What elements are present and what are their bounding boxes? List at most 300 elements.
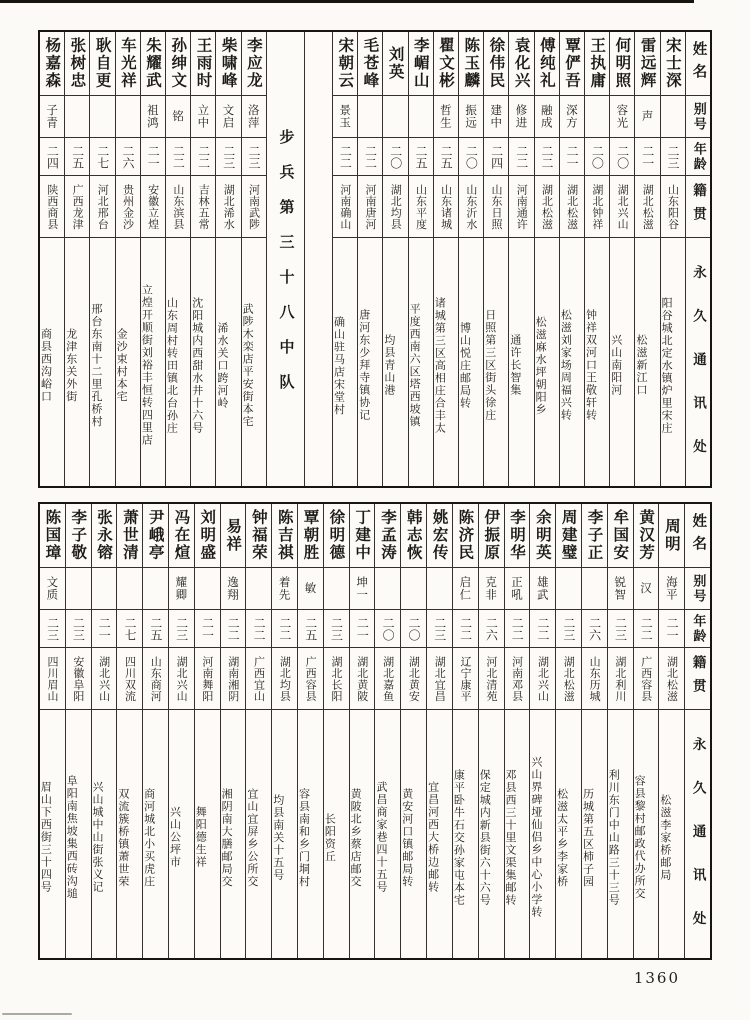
person-column [609,32,634,486]
alias-cell [333,96,357,138]
native-text: 湖北松滋 [562,655,576,702]
native-cell [635,176,659,238]
age-cell [117,610,142,648]
address-text: 阳谷城北定水镇炉里宋庄 [660,296,674,435]
address-text: 浠水关口跨河岭 [216,321,229,410]
native-text: 广西容县 [639,655,653,702]
address-text: 邓县西三十里文渠集邮转 [504,768,518,907]
name-text: 覃俨吾 [563,37,582,90]
address-text: 松滋太平乡李家桥 [556,787,569,888]
native-text: 湖北松滋 [565,183,579,230]
person-column [64,32,89,486]
alias-cell [659,568,684,610]
native-cell [375,648,400,710]
person-column [426,504,452,958]
age-text: 二五 [439,144,454,169]
alias-text: 铭 [171,110,186,123]
age-text: 二二 [639,616,654,641]
native-cell [634,648,659,710]
person-column [658,504,684,958]
person-column [323,504,349,958]
age-cell [659,610,684,648]
native-cell [434,176,458,238]
person-column [40,504,65,958]
address-cell [479,710,504,958]
alias-cell [505,568,530,610]
name-cell [635,32,659,96]
age-cell [65,138,89,176]
age-cell [350,610,375,648]
address-text: 商县西沟峪口 [39,328,53,403]
address-cell [661,238,685,486]
native-text: 湖北松滋 [641,183,655,230]
name-text: 李嵋山 [411,37,430,90]
header-address-text: 永久通讯处 [689,265,706,483]
header-native-text: 籍贯 [689,183,706,230]
name-text: 姚宏传 [430,509,449,562]
age-text: 二三 [561,616,576,641]
person-column [271,504,297,958]
native-cell [585,176,609,238]
age-cell [40,138,64,176]
address-cell [484,238,508,486]
alias-text: 修进 [514,104,529,129]
person-column [559,32,584,486]
person-column [297,504,323,958]
person-column [357,32,382,486]
person-column [194,504,220,958]
address-text: 博山悦庄邮局转 [458,321,472,410]
address-text: 黄安河口镇邮局转 [401,787,414,888]
address-cell [246,710,271,958]
native-text: 广西宜山 [252,655,266,702]
age-text: 二一 [640,144,655,169]
native-text: 河北清苑 [484,655,498,702]
alias-cell [40,96,64,138]
address-text: 兴山界碑垭仙侣乡中心小学转 [530,756,543,919]
address-text: 均县青山港 [383,334,396,397]
native-cell [90,176,114,238]
unit-title-text: 步兵第三十八中队 [277,129,296,409]
roster-table-top [38,30,712,488]
native-text: 湖北兴山 [616,183,630,230]
native-text: 湖北均县 [389,183,403,230]
address-text: 兴山城中山街张义记 [91,781,105,894]
address-text: 金沙束村本宅 [115,328,129,403]
name-cell [40,32,64,96]
age-cell [484,138,508,176]
address-cell [272,710,297,958]
person-column [660,32,685,486]
name-cell [298,504,323,568]
alias-text: 景玉 [338,104,353,129]
alias-cell [216,96,240,138]
native-text: 山东沂水 [464,183,478,230]
age-cell [509,138,533,176]
native-cell [116,176,140,238]
address-cell [90,238,114,486]
name-cell [409,32,433,96]
address-cell [65,238,89,486]
alias-text: 耀卿 [174,576,189,601]
alias-cell [535,96,559,138]
age-text: 二一 [355,616,370,641]
address-cell [409,238,433,486]
native-cell [66,648,91,710]
age-text: 二二 [363,144,378,169]
name-cell [350,504,375,568]
age-cell [560,138,584,176]
unit-title-column [266,32,305,486]
header-age-text: 年龄 [690,613,706,644]
header-native-label [686,176,710,238]
native-text: 湖北黄安 [407,655,421,702]
native-cell [191,176,215,238]
name-cell [659,504,684,568]
address-text: 龙津东关外街 [65,328,78,403]
age-cell [635,138,659,176]
name-cell [459,32,483,96]
address-text: 容县黎村邮政代办所交 [633,775,647,900]
person-column [534,32,559,486]
name-text: 耿自更 [93,37,112,90]
name-text: 周建璧 [559,509,578,562]
native-text: 河南舞阳 [200,655,214,702]
alias-cell [169,568,194,610]
address-text: 日照第三区街头徐庄 [484,309,497,422]
age-text: 二一 [146,144,161,169]
alias-text: 海平 [664,576,679,601]
name-cell [117,504,142,568]
address-cell [556,710,581,958]
native-text: 河南武陟 [247,183,261,230]
header-address-label [685,710,710,958]
native-cell [556,648,581,710]
person-column [433,32,458,486]
person-column [165,32,190,486]
address-text: 舞阳德生祥 [194,806,208,869]
native-cell [383,176,407,238]
name-text: 伊振原 [482,509,501,562]
age-cell [401,610,426,648]
person-column [634,32,659,486]
name-text: 陈吉祺 [275,509,294,562]
native-text: 河南唐河 [364,183,378,230]
address-text: 松滋新江口 [635,334,648,397]
address-cell [166,238,190,486]
alias-cell [143,568,168,610]
alias-text: 洛萍 [246,104,261,129]
name-text: 柴啸峰 [219,37,238,90]
alias-cell [350,568,375,610]
address-cell [40,238,64,486]
age-cell [40,610,65,648]
alias-cell [117,568,142,610]
alias-cell [453,568,478,610]
name-cell [324,504,349,568]
name-text: 徐明德 [327,509,346,562]
address-text: 黄陂北乡蔡店邮交 [349,787,363,888]
name-cell [333,32,357,96]
name-cell [453,504,478,568]
address-text: 兴山公坪市 [168,806,182,869]
name-text: 陈济民 [456,509,475,562]
address-cell [530,710,555,958]
alias-cell [509,96,533,138]
name-text: 王执庸 [588,37,607,90]
native-text: 湖北兴山 [97,655,111,702]
name-cell [560,32,584,96]
age-text: 二二 [338,144,353,169]
header-alias-label [686,96,710,138]
age-text: 二三 [665,144,680,169]
age-text: 二〇 [615,144,630,169]
address-cell [350,710,375,958]
alias-cell [585,96,609,138]
native-cell [358,176,382,238]
person-column [168,504,194,958]
native-cell [216,176,240,238]
address-text: 容县南和乡门垌村 [298,787,311,888]
header-name-label [685,504,710,568]
native-cell [92,648,117,710]
age-cell [608,610,633,648]
age-text: 二〇 [464,144,479,169]
native-text: 安徽阜阳 [71,655,85,702]
age-text: 二六 [587,616,602,641]
age-cell [191,138,215,176]
alias-text: 容光 [615,104,630,129]
name-text: 张树忠 [68,37,87,90]
name-text: 周明 [662,518,681,553]
address-cell [535,238,559,486]
name-text: 瞿文彬 [437,37,455,90]
native-text: 湖北兴山 [175,655,189,702]
age-text: 二〇 [590,144,605,169]
address-cell [221,710,246,958]
name-text: 徐伟民 [487,37,506,90]
native-cell [333,176,357,238]
header-native-label [685,648,710,710]
age-cell [166,138,190,176]
name-cell [383,32,407,96]
native-cell [298,648,323,710]
alias-cell [530,568,555,610]
age-cell [333,138,357,176]
native-cell [479,648,504,710]
native-cell [242,176,266,238]
person-column [215,32,240,486]
address-text: 钟祥双河口王敬轩转 [584,309,598,422]
alias-cell [610,96,634,138]
address-text: 松滋李家桥邮局 [659,793,672,882]
address-cell [610,238,634,486]
alias-text: 文启 [221,104,236,129]
person-column [529,504,555,958]
name-cell [375,504,400,568]
native-text: 山东滨县 [171,183,185,230]
address-text: 兴山南阳河 [610,334,623,397]
alias-text: 融成 [539,104,554,129]
header-native-text: 籍贯 [689,655,706,702]
address-cell [635,238,659,486]
alias-cell [560,96,584,138]
age-text: 二三 [329,616,344,641]
name-text: 易祥 [224,518,243,553]
name-cell [141,32,165,96]
alias-cell [582,568,607,610]
native-cell [453,648,478,710]
name-cell [169,504,194,568]
age-cell [246,610,271,648]
native-text: 广西龙津 [71,183,85,230]
alias-text: 启仁 [458,576,473,601]
address-text: 宜山宜屏乡公所交 [246,787,259,888]
person-column [581,504,607,958]
address-text: 确山驻马店宋堂村 [332,315,346,416]
alias-cell [358,96,382,138]
native-text: 湖北钟祥 [590,183,604,230]
age-cell [661,138,685,176]
alias-text: 汉 [639,582,653,595]
name-cell [191,32,215,96]
alias-cell [40,568,65,610]
address-text: 武昌商家巷四十五号 [375,781,388,894]
alias-cell [479,568,504,610]
header-age-label [685,610,710,648]
name-cell [195,504,220,568]
alias-text: 文质 [45,576,60,601]
age-cell [358,138,382,176]
address-cell [298,710,323,958]
native-cell [272,648,297,710]
address-cell [324,710,349,958]
address-cell [191,238,215,486]
person-column [478,504,504,958]
name-text: 韩志恢 [404,509,423,562]
address-cell [659,710,684,958]
address-cell [375,710,400,958]
alias-cell [191,96,215,138]
alias-text: 逸翔 [226,576,240,601]
name-text: 雷远辉 [638,37,657,90]
alias-cell [484,96,508,138]
person-column [220,504,246,958]
age-cell [409,138,433,176]
name-cell [216,32,240,96]
address-cell [40,710,65,958]
name-cell [427,504,452,568]
name-cell [509,32,533,96]
alias-text: 雄武 [535,576,550,601]
age-cell [453,610,478,648]
address-text: 立煌开顺街刘裕丰恒转四里店 [140,284,154,447]
address-cell [143,710,168,958]
header-name-label [686,32,710,96]
age-text: 二三 [221,144,236,169]
address-cell [66,710,91,958]
person-column [89,32,114,486]
native-cell [350,648,375,710]
address-cell [585,238,609,486]
name-cell [40,504,65,568]
address-cell [634,710,659,958]
native-text: 湖北均县 [278,655,292,702]
name-text: 李子正 [585,509,604,562]
alias-text: 坤一 [355,576,370,601]
native-cell [221,648,246,710]
alias-cell [383,96,407,138]
alias-text: 子青 [45,104,60,129]
alias-cell [409,96,433,138]
name-cell [585,32,609,96]
native-text: 湖北浠水 [222,183,236,230]
roster-table-bottom [38,502,712,960]
age-text: 二三 [247,144,261,169]
native-text: 湖北宜昌 [433,655,447,702]
native-cell [608,648,633,710]
name-cell [90,32,114,96]
age-cell [556,610,581,648]
alias-text: 克非 [484,576,499,601]
address-cell [141,238,165,486]
native-cell [509,176,533,238]
scan-edge-top [0,0,694,3]
age-text: 二〇 [381,616,396,641]
alias-text: 锐智 [613,576,628,601]
alias-cell [141,96,165,138]
native-text: 山东阳谷 [666,183,680,230]
alias-cell [116,96,140,138]
address-cell [427,710,452,958]
native-cell [143,648,168,710]
native-text: 山东历城 [588,655,602,702]
age-text: 二二 [536,616,551,641]
address-cell [505,710,530,958]
name-cell [272,504,297,568]
alias-text: 祖鸿 [145,104,160,129]
name-text: 孙绅文 [169,37,188,90]
address-cell [383,238,407,486]
native-text: 广西容县 [304,655,318,702]
address-cell [582,710,607,958]
native-cell [401,648,426,710]
address-cell [560,238,584,486]
alias-cell [459,96,483,138]
person-column [115,32,140,486]
age-cell [585,138,609,176]
person-column [400,504,426,958]
age-text: 二四 [45,144,60,169]
address-text: 长阳资丘 [323,812,337,863]
native-cell [169,648,194,710]
age-text: 二五 [148,616,163,641]
address-text: 邢台东南十二里孔桥村 [90,303,103,428]
person-column [555,504,581,958]
alias-cell [635,96,659,138]
age-text: 二四 [489,144,504,169]
address-cell [116,238,140,486]
scan-edge-bottom [2,1013,72,1015]
native-text: 山东平度 [414,183,428,230]
age-cell [375,610,400,648]
age-cell [272,610,297,648]
person-column [508,32,533,486]
name-text: 陈国璋 [43,509,62,562]
address-text: 山东周村转田镇北台孙庄 [166,296,179,435]
name-cell [65,32,89,96]
person-column [245,504,271,958]
